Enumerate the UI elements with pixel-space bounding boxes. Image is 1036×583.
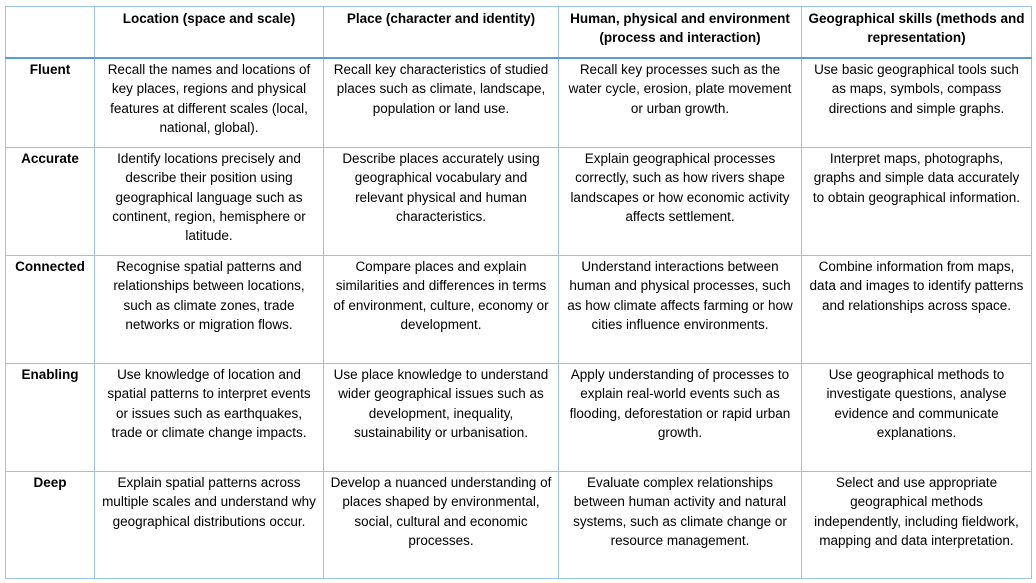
table-cell: Combine information from maps, data and images to identify patterns and relationships across space.	[802, 256, 1032, 364]
geography-progression-table	[5, 6, 1032, 579]
header-corner-cell	[6, 7, 95, 59]
row-label-enabling: Enabling	[6, 364, 95, 472]
row-label-accurate: Accurate	[6, 148, 95, 256]
table-row	[6, 58, 1032, 148]
table-cell: Compare places and explain similarities and differences in terms of environment, culture, economy or development.	[324, 256, 559, 364]
header-geographical-skills: Geographical skills (methods and representation)	[802, 7, 1032, 59]
row-label-deep: Deep	[6, 472, 95, 579]
row-label-connected: Connected	[6, 256, 95, 364]
table-row	[6, 148, 1032, 256]
table-cell: Explain geographical processes correctly, such as how rivers shape landscapes or how economic activity affects settlement.	[559, 148, 802, 256]
table-cell: Develop a nuanced understanding of places shaped by environmental, social, cultural and economic processes.	[324, 472, 559, 579]
table-cell: Recognise spatial patterns and relationships between locations, such as climate zones, trade networks or migration flows.	[95, 256, 324, 364]
table-cell: Use geographical methods to investigate questions, analyse evidence and communicate explanations.	[802, 364, 1032, 472]
table-row	[6, 364, 1032, 472]
table-cell: Recall the names and locations of key places, regions and physical features at different scales (local, national, global).	[95, 58, 324, 148]
header-place: Place (character and identity)	[324, 7, 559, 59]
table-cell: Evaluate complex relationships between human activity and natural systems, such as climate change or resource management.	[559, 472, 802, 579]
table-cell: Use basic geographical tools such as maps, symbols, compass directions and simple graphs.	[802, 58, 1032, 148]
table-cell: Use knowledge of location and spatial patterns to interpret events or issues such as earthquakes, trade or climate change impacts.	[95, 364, 324, 472]
table-cell: Explain spatial patterns across multiple scales and understand why geographical distributions occur.	[95, 472, 324, 579]
table-cell: Select and use appropriate geographical methods independently, including fieldwork, mapping and data interpretation.	[802, 472, 1032, 579]
table-row	[6, 256, 1032, 364]
table-cell: Understand interactions between human and physical processes, such as how climate affects farming or how cities influence environments.	[559, 256, 802, 364]
table-cell: Apply understanding of processes to explain real-world events such as flooding, deforestation or rapid urban growth.	[559, 364, 802, 472]
table-cell: Describe places accurately using geographical vocabulary and relevant physical and human characteristics.	[324, 148, 559, 256]
header-location: Location (space and scale)	[95, 7, 324, 59]
table-cell: Interpret maps, photographs, graphs and simple data accurately to obtain geographical information.	[802, 148, 1032, 256]
table-cell: Recall key characteristics of studied places such as climate, landscape, population or land use.	[324, 58, 559, 148]
header-human-physical-environment: Human, physical and environment (process and interaction)	[559, 7, 802, 59]
table-cell: Identify locations precisely and describe their position using geographical language such as continent, region, hemisphere or latitude.	[95, 148, 324, 256]
row-label-fluent: Fluent	[6, 58, 95, 148]
table-cell: Use place knowledge to understand wider geographical issues such as development, inequality, sustainability or urbanisation.	[324, 364, 559, 472]
table-cell: Recall key processes such as the water cycle, erosion, plate movement or urban growth.	[559, 58, 802, 148]
table-header-row	[6, 7, 1032, 59]
table-row	[6, 472, 1032, 579]
